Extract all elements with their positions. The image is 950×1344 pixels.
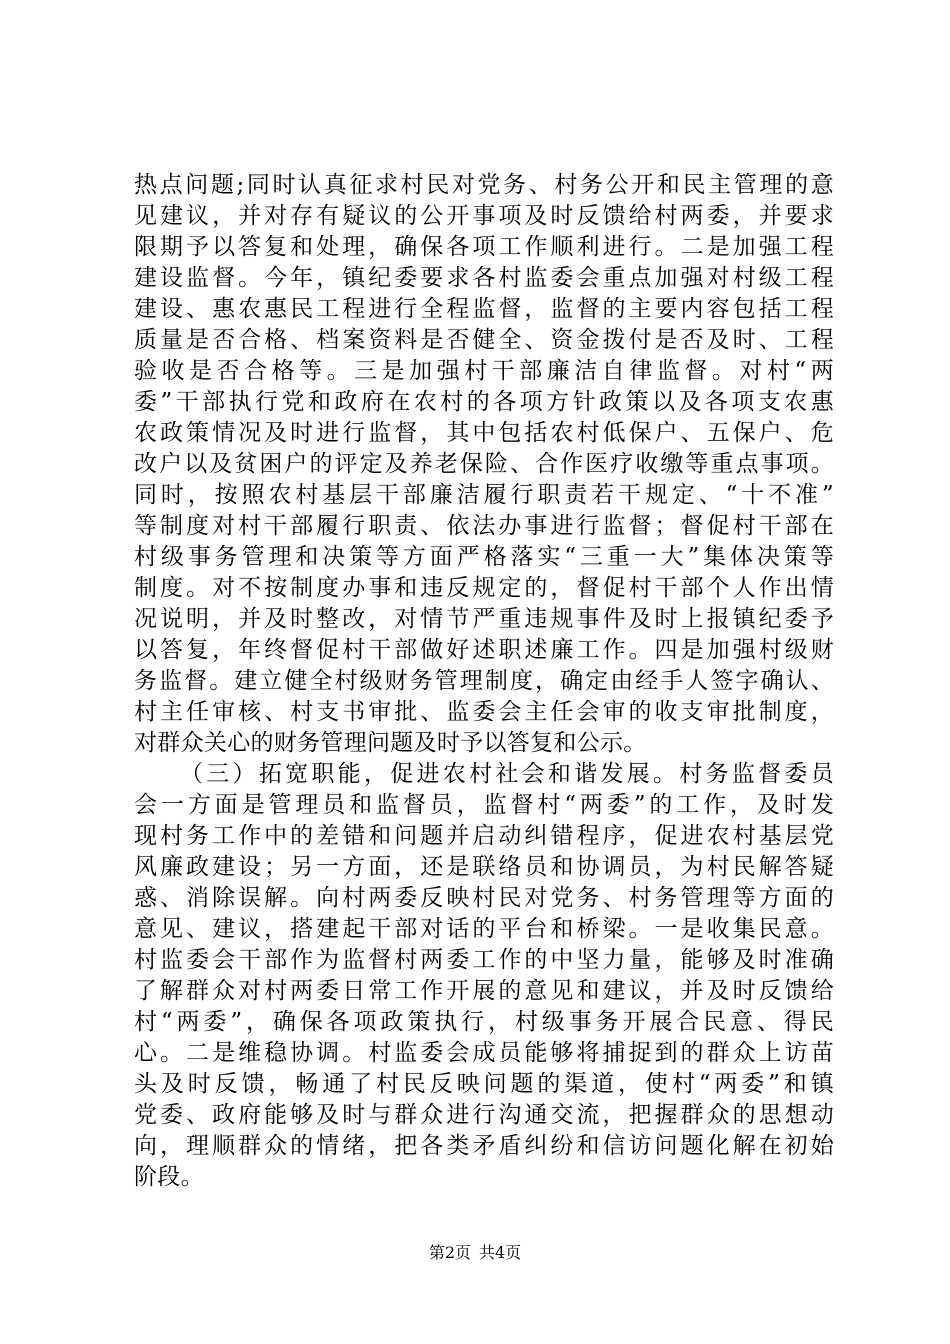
- paragraph-supervision-details: [134, 170, 834, 759]
- text-line: 阶段。: [134, 1164, 204, 1190]
- text-line: 验收是否合格等。三是加强村干部廉洁自律监督。对村“两: [134, 358, 834, 384]
- text-line: 现村务工作中的差错和问题并启动纠错程序，促进农村基层党: [134, 823, 834, 849]
- text-line: 建设、惠农惠民工程进行全程监督，监督的主要内容包括工程: [134, 296, 834, 322]
- text-line: 风廉政建设；另一方面，还是联络员和协调员，为村民解答疑: [134, 854, 834, 880]
- text-line: 会一方面是管理员和监督员，监督村“两委”的工作，及时发: [134, 792, 834, 818]
- text-line: 等制度对村干部履行职责、依法办事进行监督；督促村干部在: [134, 513, 834, 539]
- text-line: 党委、政府能够及时与群众进行沟通交流，把握群众的思想动: [134, 1102, 834, 1128]
- text-line: 惑、消除误解。向村两委反映村民对党务、村务管理等方面的: [134, 885, 834, 911]
- text-line: 村监委会干部作为监督村两委工作的中坚力量，能够及时准确: [134, 947, 834, 973]
- text-line: 向，理顺群众的情绪，把各类矛盾纠纷和信访问题化解在初始: [134, 1133, 834, 1159]
- text-line: 同时，按照农村基层干部廉洁履行职责若干规定、“十不准”: [134, 482, 834, 508]
- text-line: 村级事务管理和决策等方面严格落实“三重一大”集体决策等: [134, 544, 834, 570]
- text-line: 务监督。建立健全村级财务管理制度，确定由经手人签字确认、: [134, 668, 834, 694]
- paragraph-expand-functions: [134, 759, 834, 1193]
- text-line: 农政策情况及时进行监督，其中包括农村低保户、五保户、危: [134, 420, 834, 446]
- text-line: 意见、建议，搭建起干部对话的平台和桥梁。一是收集民意。: [134, 916, 834, 942]
- text-line: 委”干部执行党和政府在农村的各项方针政策以及各项支农惠: [134, 389, 834, 415]
- text-line: （三）拓宽职能，促进农村社会和谐发展。村务监督委员: [180, 761, 834, 787]
- text-line: 村“两委”，确保各项政策执行，村级事务开展合民意、得民: [134, 1009, 834, 1035]
- text-line: 见建议，并对存有疑议的公开事项及时反馈给村两委，并要求: [134, 203, 834, 229]
- text-line: 心。二是维稳协调。村监委会成员能够将捕捉到的群众上访苗: [134, 1040, 834, 1066]
- text-line: 对群众关心的财务管理问题及时予以答复和公示。: [134, 730, 647, 756]
- text-line: 质量是否合格、档案资料是否健全、资金拨付是否及时、工程: [134, 327, 834, 353]
- page-footer: [0, 1242, 950, 1264]
- text-line: 村主任审核、村支书审批、监委会主任会审的收支审批制度，: [134, 699, 834, 725]
- text-line: 热点问题;同时认真征求村民对党务、村务公开和民主管理的意: [134, 172, 834, 198]
- page-number: 第2页: [428, 1243, 471, 1262]
- document-body: [134, 170, 834, 1193]
- text-line: 限期予以答复和处理，确保各项工作顺利进行。二是加强工程: [134, 234, 834, 260]
- text-line: 建设监督。今年，镇纪委要求各村监委会重点加强对村级工程: [134, 265, 834, 291]
- text-line: 头及时反馈，畅通了村民反映问题的渠道，使村“两委”和镇: [134, 1071, 834, 1097]
- text-line: 以答复，年终督促村干部做好述职述廉工作。四是加强村级财: [134, 637, 834, 663]
- text-line: 改户以及贫困户的评定及养老保险、合作医疗收缴等重点事项。: [134, 451, 834, 477]
- text-line: 况说明，并及时整改，对情节严重违规事件及时上报镇纪委予: [134, 606, 834, 632]
- text-line: 了解群众对村两委日常工作开展的意见和建议，并及时反馈给: [134, 978, 834, 1004]
- text-line: 制度。对不按制度办事和违反规定的，督促村干部个人作出情: [134, 575, 834, 601]
- page-total: 共4页: [479, 1243, 522, 1262]
